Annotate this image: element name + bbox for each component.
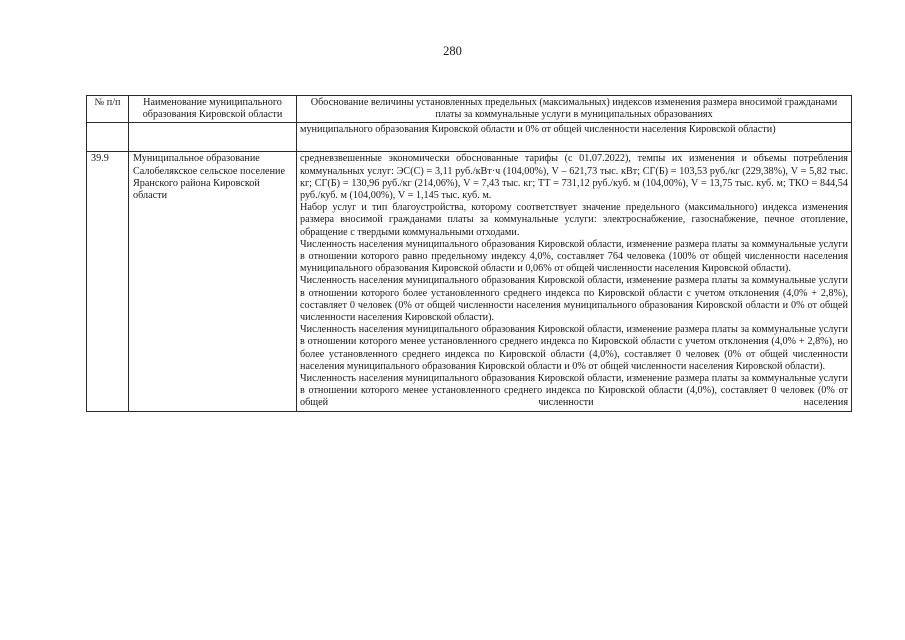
paragraph-services: Набор услуг и тип благоустройства, которому соответствует значение предельного (максимального) индекса изменения размера вносимой гражданами платы за коммунальные услуги: электроснабжение, газоснабжение, печное отопление, обращение с твердыми коммунальными отходами. [300,202,848,238]
page-number: 280 [443,44,462,58]
row-number: 39.9 [87,152,129,411]
header-number: № п/п [87,96,129,123]
header-justification: Обоснование величины установленных предельных (максимальных) индексов изменения размера вносимой гражданами платы за коммунальные услуги в муниципальных образованиях [297,96,852,123]
row-municipality: Муниципальное образование Салобелякское сельское поселение Яранского района Кировской области [129,152,297,411]
paragraph-population-between: Численность населения муниципального образования Кировской области, изменение размера платы за коммунальные услуги в отношении которого менее установленного среднего индекса по Кировской области с учетом отклонения (4,0% + 2,8%), но более установленного среднего индекса по Кировской области (4,0%), составляет 0 человек (0% от общей численности населения муниципального образования Кировской области и 0% от общей численности населения Кировской области). [300,324,848,372]
row-justification [297,152,852,411]
paragraph-population-above: Численность населения муниципального образования Кировской области, изменение размера платы за коммунальные услуги в отношении которого более установленного среднего индекса по Кировской области с учетом отклонения (4,0% + 2,8%), составляет 0 человек (0% от общей численности населения муниципального образования Кировской области и 0% от общей численности населения Кировской области). [300,275,848,324]
table-header-row [87,96,852,123]
tariff-justification-table [86,95,852,412]
header-municipality: Наименование муниципального образования Кировской области [129,96,297,123]
table-row [87,152,852,411]
paragraph-population-below: Численность населения муниципального образования Кировской области, изменение размера платы за коммунальные услуги в отношении которого менее установленного среднего индекса по Кировской области (4,0%), составляет 0 человек (0% от общей численности населения [300,373,848,409]
continuation-number-cell [87,123,129,152]
continuation-name-cell [129,123,297,152]
paragraph-population-equal: Численность населения муниципального образования Кировской области, изменение размера платы за коммунальные услуги в отношении которого равно предельному индексу 4,0%, составляет 764 человека (100% от общей численности населения муниципального образования Кировской области и 0,06% от общей численности населения Кировской области). [300,238,848,275]
continuation-text: муниципального образования Кировской области и 0% от общей численности населения Кировской области) [297,123,852,152]
paragraph-tariffs: средневзвешенные экономически обоснованные тарифы (с 01.07.2022), темпы их изменения и объемы потребления коммунальных услуг: ЭС(С) = 3,11 руб./кВт·ч (104,00%), V – 621,73 тыс. кВт; СГ(Б) = 103,53 руб./кг (229,38%), V = 5,82 тыс. кг; СГ(Б) = 130,96 руб./кг (214,06%), V = 7,43 тыс. кг; ТТ = 731,12 руб./куб. м (104,00%), V = 13,75 тыс. куб. м; ТКО = 844,54 руб./куб. м (104,00%), V = 1,145 тыс. куб. м. [300,153,848,202]
table-row-continuation [87,123,852,152]
